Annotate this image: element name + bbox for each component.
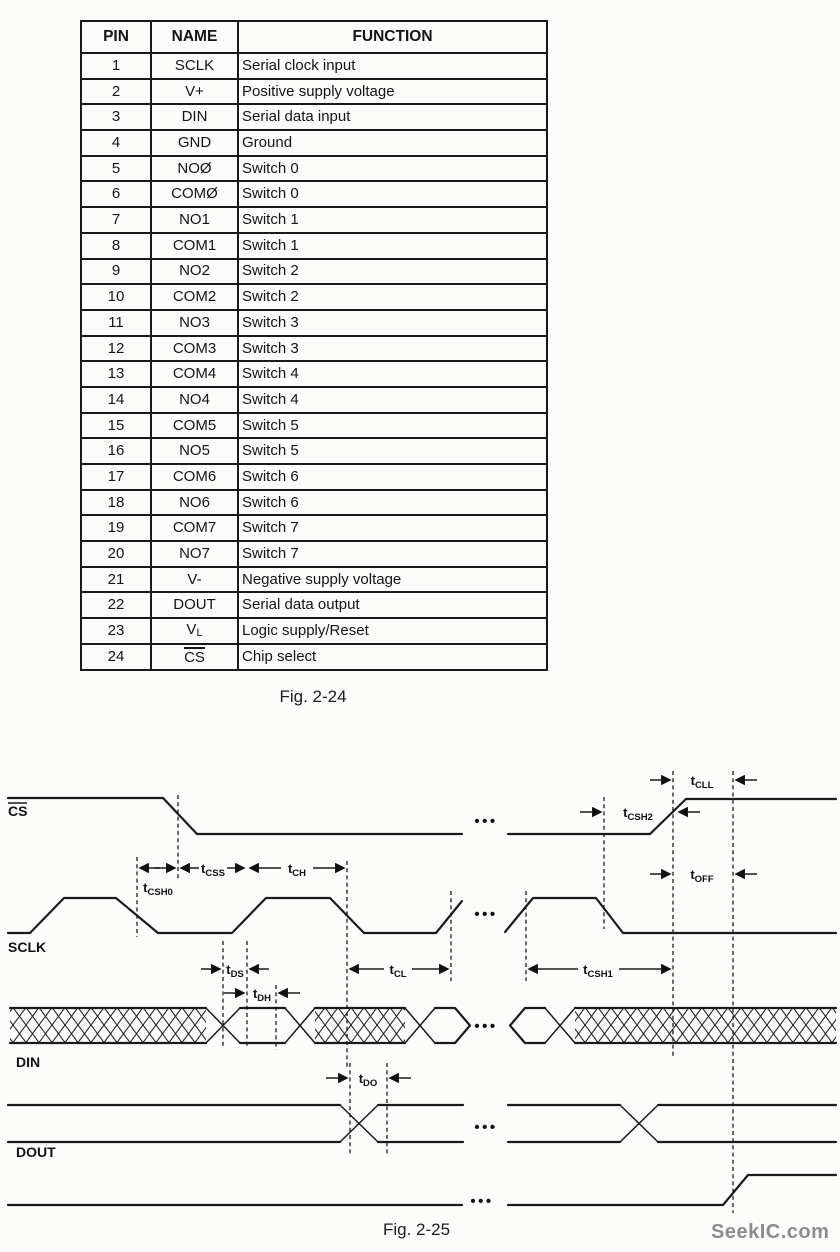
tdh-annotation	[224, 986, 300, 1004]
tcsh2-annotation	[580, 805, 700, 823]
table-header-row	[81, 21, 547, 53]
tcl-annotation	[350, 962, 448, 980]
name-cell: COM3	[151, 336, 238, 362]
pin-cell: 4	[81, 130, 151, 156]
bottom-trace	[8, 1175, 836, 1205]
tcll-annotation	[650, 773, 757, 791]
function-cell: Switch 2	[238, 259, 547, 285]
table-row	[81, 644, 547, 670]
svg-text:tCSH0: $t_{CSH0}$	[143, 880, 173, 898]
name-cell	[151, 644, 238, 670]
svg-text:tCSS: $t_{CSS}$	[201, 861, 225, 879]
svg-text:tCH: $t_{CH}$	[287, 861, 307, 879]
svg-text:tCL: $t_{CL}$	[389, 962, 407, 980]
name-cell: COM1	[151, 233, 238, 259]
cs-ellipsis: •••	[474, 813, 498, 830]
name-cell: V+	[151, 79, 238, 105]
function-cell: Switch 2	[238, 284, 547, 310]
sclk-waveform	[8, 898, 836, 955]
pin-function-table	[80, 20, 548, 671]
function-cell: Switch 5	[238, 438, 547, 464]
table-row	[81, 233, 547, 259]
function-cell: Switch 0	[238, 156, 547, 182]
table-row	[81, 53, 547, 79]
dashed-guides	[137, 771, 733, 1213]
function-cell: Switch 4	[238, 361, 547, 387]
function-cell: Switch 0	[238, 181, 547, 207]
table-row	[81, 207, 547, 233]
pin-cell: 10	[81, 284, 151, 310]
name-cell: NO5	[151, 438, 238, 464]
name-cell: NO4	[151, 387, 238, 413]
svg-text:tCLL: $t_{CLL}$	[690, 773, 714, 791]
function-cell: Switch 3	[238, 310, 547, 336]
name-cell: SCLK	[151, 53, 238, 79]
table-row	[81, 361, 547, 387]
function-cell: Serial clock input	[238, 53, 547, 79]
table-row	[81, 310, 547, 336]
pin-cell: 18	[81, 490, 151, 516]
name-cell: DOUT	[151, 592, 238, 618]
cs-waveform	[8, 798, 836, 834]
sclk-signal-label: SCLK	[8, 939, 47, 955]
din-bus	[10, 1008, 836, 1070]
table-row	[81, 259, 547, 285]
svg-text:tDH: $t_{DH}$	[252, 986, 272, 1004]
tdo-annotation	[326, 1071, 411, 1089]
name-cell: COM5	[151, 413, 238, 439]
table-row	[81, 104, 547, 130]
pin-cell: 23	[81, 618, 151, 644]
svg-text:tCSH1: $t_{CSH1}$	[583, 962, 613, 980]
din-ellipsis: •••	[474, 1018, 498, 1035]
pin-cell: 8	[81, 233, 151, 259]
watermark: SeekIC.com	[711, 1221, 830, 1243]
name-cell: NO3	[151, 310, 238, 336]
function-cell: Serial data output	[238, 592, 547, 618]
function-cell: Switch 7	[238, 541, 547, 567]
table-row	[81, 541, 547, 567]
function-cell: Serial data input	[238, 104, 547, 130]
tcss-annotation	[181, 861, 244, 879]
table-row	[81, 490, 547, 516]
pin-column-header: PIN	[81, 21, 151, 53]
table-row	[81, 567, 547, 593]
dout-signal-label: DOUT	[16, 1144, 56, 1160]
table-row	[81, 284, 547, 310]
function-cell: Positive supply voltage	[238, 79, 547, 105]
cs-signal-label: CS	[8, 803, 28, 819]
pin-cell: 15	[81, 413, 151, 439]
overline-name: CS	[184, 649, 205, 667]
function-cell: Switch 6	[238, 490, 547, 516]
tds-annotation	[201, 962, 269, 980]
table-row	[81, 79, 547, 105]
function-column-header: FUNCTION	[238, 21, 547, 53]
table-row	[81, 156, 547, 182]
function-cell: Negative supply voltage	[238, 567, 547, 593]
function-cell: Switch 5	[238, 413, 547, 439]
tcsh1-annotation	[529, 962, 670, 980]
toff-annotation	[650, 867, 757, 885]
name-cell: COM2	[151, 284, 238, 310]
pin-cell: 3	[81, 104, 151, 130]
name-subscript: L	[196, 627, 203, 640]
table-row	[81, 413, 547, 439]
pin-cell: 6	[81, 181, 151, 207]
svg-text:tDS: $t_{DS}$	[226, 962, 244, 980]
function-cell: Logic supply/Reset	[238, 618, 547, 644]
bottom-ellipsis: •••	[470, 1193, 494, 1210]
name-cell: COM4	[151, 361, 238, 387]
name-cell: NO7	[151, 541, 238, 567]
table-row	[81, 438, 547, 464]
table-row	[81, 336, 547, 362]
name-cell: COM7	[151, 515, 238, 541]
svg-text:tCSH2: $t_{CSH2}$	[623, 805, 653, 823]
pin-cell: 14	[81, 387, 151, 413]
name-column-header: NAME	[151, 21, 238, 53]
name-cell: NO2	[151, 259, 238, 285]
pin-cell: 7	[81, 207, 151, 233]
table-row	[81, 464, 547, 490]
table-row	[81, 515, 547, 541]
diagram-caption: Fig. 2-25	[383, 1220, 451, 1239]
tcsh0-annotation	[140, 868, 175, 898]
sclk-ellipsis: •••	[474, 906, 498, 923]
svg-text:tDO: $t_{DO}$	[358, 1071, 378, 1089]
function-cell: Switch 1	[238, 207, 547, 233]
pin-cell: 21	[81, 567, 151, 593]
pin-cell: 17	[81, 464, 151, 490]
name-cell: COM6	[151, 464, 238, 490]
dout-bus	[8, 1105, 836, 1160]
dout-ellipsis: •••	[474, 1119, 498, 1136]
name-cell: NO6	[151, 490, 238, 516]
tch-annotation	[250, 861, 344, 879]
name-cell: GND	[151, 130, 238, 156]
name-cell: COMØ	[151, 181, 238, 207]
pin-cell: 13	[81, 361, 151, 387]
pin-cell: 1	[81, 53, 151, 79]
pin-table-body	[81, 53, 547, 670]
pin-cell: 20	[81, 541, 151, 567]
din-signal-label: DIN	[16, 1054, 41, 1070]
table-row	[81, 592, 547, 618]
name-cell: V-	[151, 567, 238, 593]
timing-diagram	[0, 745, 840, 1215]
function-cell: Chip select	[238, 644, 547, 670]
table-row	[81, 618, 547, 644]
table-row	[81, 181, 547, 207]
pin-cell: 2	[81, 79, 151, 105]
pin-cell: 12	[81, 336, 151, 362]
table-row	[81, 130, 547, 156]
pin-cell: 24	[81, 644, 151, 670]
pin-cell: 19	[81, 515, 151, 541]
function-cell: Switch 4	[238, 387, 547, 413]
pin-cell: 16	[81, 438, 151, 464]
function-cell: Switch 6	[238, 464, 547, 490]
table-row	[81, 387, 547, 413]
function-cell: Switch 1	[238, 233, 547, 259]
name-cell: VL	[151, 618, 238, 644]
name-cell: NO1	[151, 207, 238, 233]
table-caption: Fig. 2-24	[279, 687, 347, 706]
function-cell: Ground	[238, 130, 547, 156]
name-cell: DIN	[151, 104, 238, 130]
function-cell: Switch 7	[238, 515, 547, 541]
pin-cell: 5	[81, 156, 151, 182]
function-cell: Switch 3	[238, 336, 547, 362]
pin-cell: 22	[81, 592, 151, 618]
svg-text:tOFF: $t_{OFF}$	[690, 867, 714, 885]
pin-cell: 9	[81, 259, 151, 285]
name-cell: NOØ	[151, 156, 238, 182]
pin-cell: 11	[81, 310, 151, 336]
waveform-break-dots	[470, 813, 497, 1210]
